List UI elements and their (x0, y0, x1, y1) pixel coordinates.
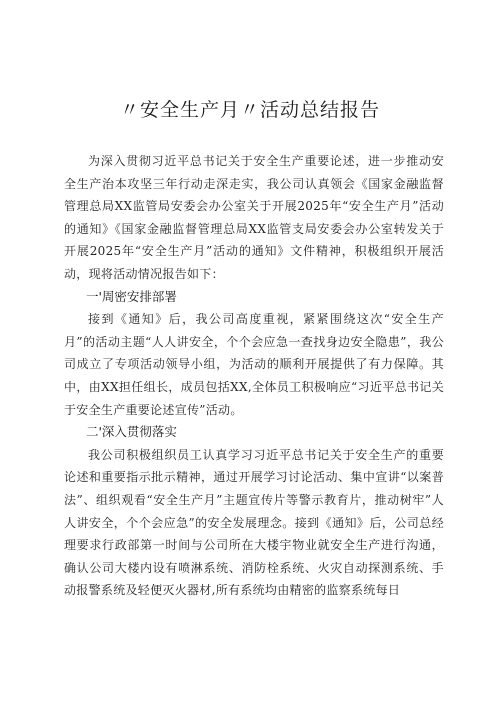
document-body (64, 150, 444, 602)
intro-paragraph: 为深入贯彻习近平总书记关于安全生产重要论述，进一步推动安全生产治本攻坚三年行动走深走实，我公司认真领会《国家金融监督管理总局XX监管局安委会办公室关于开展2025年“安全生产月”活动的通知》《国家金融监督管理总局XX监管支局安委会办公室转发关于开展2025年“安全生产月”活动的通知》文件精神，积极组织开展活动，现将活动情况报告如下： (64, 154, 444, 281)
section-heading-implementation: 二'深入贯彻落实 (86, 424, 177, 440)
document-title: 〃安全生产月〃活动总结报告 (119, 99, 380, 121)
section-paragraph-deployment: 接到《通知》后，我公司高度重视，紧紧围绕这次“安全生产月”的活动主题“人人讲安全，个个会应急一查找身边安全隐患”，我公司成立了专项活动领导小组，为活动的顺利开展提供了有力保障。其中，由XX担任组长，成员包括XX,全体员工积极响应“习近平总书记关于安全生产重要论述宣传”活动。 (64, 312, 444, 417)
section-heading-deployment: 一'周密安排部署 (86, 288, 177, 304)
section-paragraph-implementation: 我公司积极组织员工认真学习习近平总书记关于安全生产的重要论述和重要指示批示精神，通过开展学习讨论活动、集中宣讲“以案普法”、组织观看“安全生产月”主题宣传片等警示教育片，推动树牢”人人讲安全，个个会应急”的安全发展理念。接到《通知》后，公司总经理要求行政部第一时间与公司所在大楼宇物业就安全生产进行沟通，确认公司大楼内设有喷淋系统、消防栓系统、火灾自动探测系统、手动报警系统及轻便灭火器材,所有系统均由精密的监察系统每日 (64, 447, 444, 598)
